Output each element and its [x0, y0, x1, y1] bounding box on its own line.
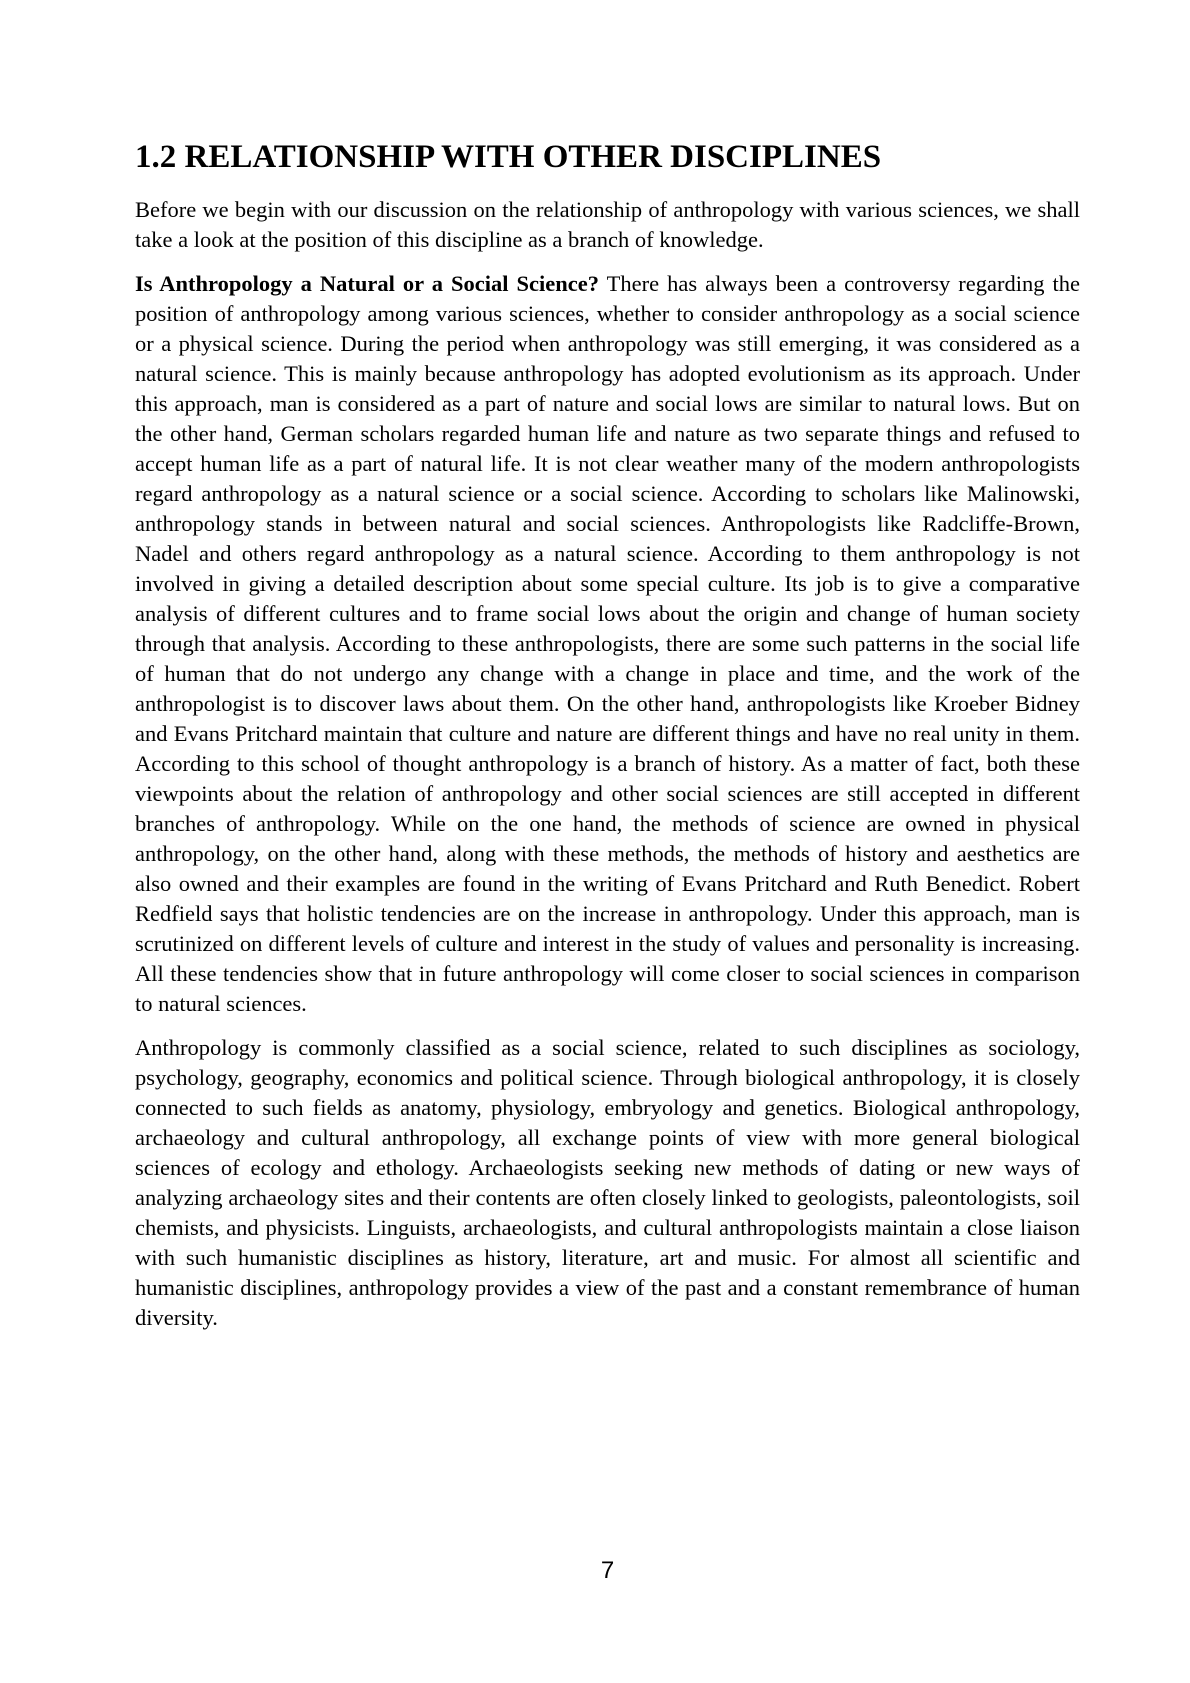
- paragraph-intro: [135, 195, 1080, 255]
- paragraph-text: Anthropology is commonly classified as a social science, related to such disciplines as sociology, psychology, geography, economics and political science. Through biological anthropology, it is closely connected to such fields as anatomy, physiology, embryology and genetics. Biological anthropology, archaeology and cultural anthropology, all exchange points of view with more general biological sciences of ecology and ethology. Archaeologists seeking new methods of dating or new ways of analyzing archaeology sites and their contents are often closely linked to geologists, paleontologists, soil chemists, and physicists. Linguists, archaeologists, and cultural anthropologists maintain a close liaison with such humanistic disciplines as history, literature, art and music. For almost all scientific and humanistic disciplines, anthropology provides a view of the past and a constant remembrance of human diversity.: [135, 1035, 1080, 1331]
- paragraph-natural-or-social-science: [135, 269, 1080, 1019]
- paragraph-text: Before we begin with our discussion on the relationship of anthropology with various sciences, we shall take a look at the position of this discipline as a branch of knowledge.: [135, 197, 1080, 253]
- paragraph-classification: [135, 1033, 1080, 1333]
- page-number: 7: [600, 1557, 615, 1584]
- section-heading: 1.2 RELATIONSHIP WITH OTHER DISCIPLINES: [135, 139, 882, 175]
- paragraph-bold-lead: Is Anthropology a Natural or a Social Science?: [135, 271, 600, 297]
- paragraph-text: There has always been a controversy regarding the position of anthropology among various sciences, whether to consider anthropology as a social science or a physical science. During the period when anthropology was still emerging, it was considered as a natural science. This is mainly because anthropology has adopted evolutionism as its approach. Under this approach, man is considered as a part of nature and social lows are similar to natural lows. But on the other hand, German scholars regarded human life and nature as two separate things and refused to accept human life as a part of natural life. It is not clear weather many of the modern anthropologists regard anthropology as a natural science or a social science. According to scholars like Malinowski, anthropology stands in between natural and social sciences. Anthropologists like Radcliffe-Brown, Nadel and others regard anthropology as a natural science. According to them anthropology is not involved in giving a detailed description about some special culture. Its job is to give a comparative analysis of different cultures and to frame social lows about the origin and change of human society through that analysis. According to these anthropologists, there are some such patterns in the social life of human that do not undergo any change with a change in place and time, and the work of the anthropologist is to discover laws about them. On the other hand, anthropologists like Kroeber Bidney and Evans Pritchard maintain that culture and nature are different things and have no real unity in them. According to this school of thought anthropology is a branch of history. As a matter of fact, both these viewpoints about the relation of anthropology and other social sciences are still accepted in different branches of anthropology. While on the one hand, the methods of science are owned in physical anthropology, on the other hand, along with these methods, the methods of history and aesthetics are also owned and their examples are found in the writing of Evans Pritchard and Ruth Benedict. Robert Redfield says that holistic tendencies are on the increase in anthropology. Under this approach, man is scrutinized on different levels of culture and interest in the study of values and personality is increasing. All these tendencies show that in future anthropology will come closer to social sciences in comparison to natural sciences.: [135, 271, 1080, 1017]
